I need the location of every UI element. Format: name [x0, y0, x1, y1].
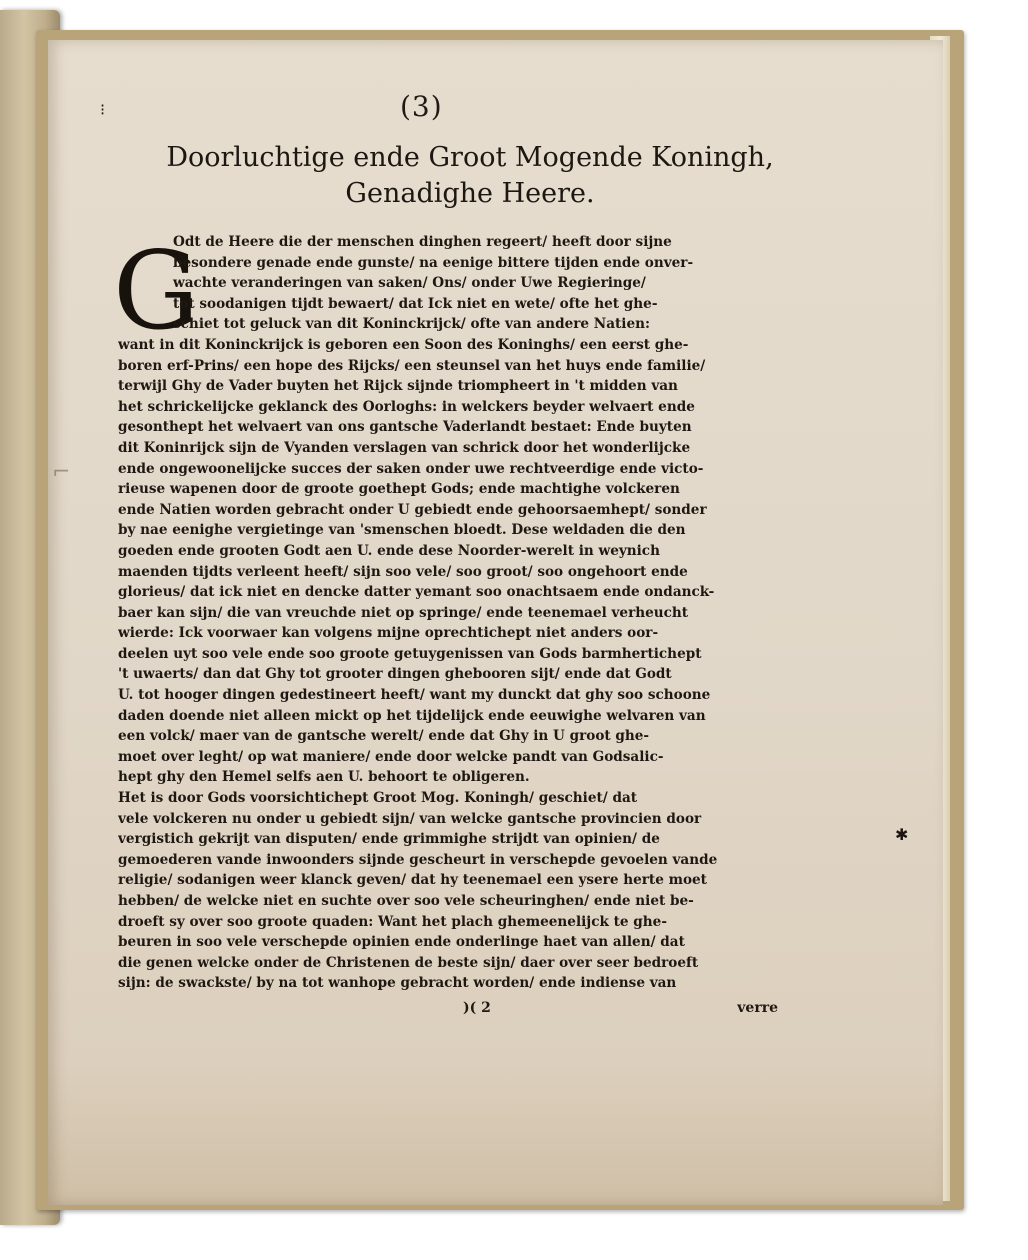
page-number: (3) [400, 90, 443, 123]
text-line: die genen welcke onder de Christenen de beste sijn/ daer over seer bedroeft [118, 954, 699, 971]
text-line: Het is door Gods voorsichtichept Groot Mog. Koningh/ geschiet/ dat [118, 790, 638, 807]
text-line: by nae eenighe vergietinge van 'smenschen bloedt. Dese weldaden die den [118, 522, 686, 539]
page-title [150, 140, 790, 212]
text-line: Odt de Heere die der menschen dinghen regeert/ heeft door sijne [173, 234, 672, 250]
text-line: daden doende niet alleen mickt op het tijdelijck ende eeuwighe welvaren van [118, 707, 706, 724]
text-line: terwijl Ghy de Vader buyten het Rijck sijnde triompheert in 't midden van [118, 378, 678, 395]
text-line: rieuse wapenen door de groote goethept Gods; ende machtighe volckeren [118, 481, 680, 498]
text-line: hebben/ de welcke niet en suchte over soo vele scheuringhen/ ende niet be- [118, 893, 694, 909]
body-text [118, 232, 778, 994]
text-line: wachte veranderingen van saken/ Ons/ onder Uwe Regieringe/ [173, 275, 646, 292]
text-line: ende ongewoonelijcke succes der saken onder uwe rechtveerdige ende victo- [118, 460, 704, 477]
text-line: baer kan sijn/ die van vreuchde niet op springe/ ende teenemael verheucht [118, 604, 689, 621]
bleed-mark: ⌐ [52, 460, 71, 485]
text-line: gesonthept het welvaert van ons gantsche Vaderlandt bestaet: Ende buyten [118, 419, 692, 436]
signature-mark: )( 2 [463, 1000, 491, 1016]
text-line: boren erf-Prins/ een hope des Rijcks/ een steunsel van het huys ende familie/ [118, 357, 706, 374]
text-line: religie/ sodanigen weer klanck geven/ dat hy teenemael een ysere herte moet [118, 872, 707, 889]
title-line-1: Doorluchtige ende Groot Mogende Koningh, [166, 142, 774, 173]
margin-dot-mark: ✱ [895, 825, 909, 844]
text-line: deelen uyt soo vele ende soo groote getuygenissen van Gods barmhertichept [118, 645, 702, 662]
text-line: dit Koninrijck sijn de Vyanden verslagen van schrick door het wonderlijcke [118, 439, 691, 456]
title-line-2: Genadighe Heere. [345, 177, 595, 209]
text-line: ende Natien worden gebracht onder U gebiedt ende gehoorsaemhept/ sonder [118, 501, 707, 518]
text-line: goeden ende grooten Godt aen U. ende dese Noorder-werelt in weynich [118, 542, 660, 559]
text-line: vele volckeren nu onder u gebiedt sijn/ van welcke gantsche provincien door [118, 810, 702, 827]
text-line: hept ghy den Hemel selfs aen U. behoort te obligeren. [118, 769, 530, 786]
text-line: besondere genade ende gunste/ na eenige bittere tijden ende onver- [173, 254, 694, 271]
text-line: gemoederen vande inwoonders sijnde gescheurt in verschepde gevoelen vande [118, 851, 718, 868]
text-line: sijn: de swackste/ by na tot wanhope gebracht worden/ ende indiense van [118, 975, 677, 992]
drop-cap: G [113, 229, 200, 354]
text-line: schiet tot geluck van dit Koninckrijck/ ofte van andere Natien: [173, 316, 650, 333]
text-line: want in dit Koninckrijck is geboren een Soon des Koninghs/ een eerst ghe- [118, 336, 689, 353]
text-line: maenden tijdts verleent heeft/ sijn soo vele/ soo groot/ soo ongehoort ende [118, 563, 688, 580]
text-line: 't uwaerts/ dan dat Ghy tot grooter dingen ghebooren sijt/ ende dat Godt [118, 666, 672, 683]
catchword: verre [737, 1000, 778, 1016]
text-line: beuren in soo vele verschepde opinien ende onderlinge haet van allen/ dat [118, 934, 685, 951]
text-line: tot soodanigen tijdt bewaert/ dat Ick niet en wete/ ofte het ghe- [173, 295, 658, 312]
text-line: glorieus/ dat ick niet en dencke datter yemant soo onachtsaem ende ondanck- [118, 584, 715, 601]
text-line: U. tot hooger dingen gedestineert heeft/ want my dunckt dat ghy soo schoone [118, 687, 711, 704]
text-line: droeft sy over soo groote quaden: Want het plach ghemeenelijck te ghe- [118, 913, 667, 930]
text-line: moet over leght/ op wat maniere/ ende door welcke pandt van Godsalic- [118, 748, 664, 765]
text-line: een volck/ maer van de gantsche werelt/ ende dat Ghy in U groot ghe- [118, 728, 650, 745]
margin-dot-mark: ⁝ [100, 100, 106, 119]
text-line: het schrickelijcke geklanck des Oorloghs: in welckers beyder welvaert ende [118, 398, 695, 415]
text-line: vergistich gekrijt van disputen/ ende grimmighe strijdt van opinien/ de [118, 831, 660, 848]
text-line: wierde: Ick voorwaer kan volgens mijne oprechtichept niet anders oor- [118, 625, 659, 642]
